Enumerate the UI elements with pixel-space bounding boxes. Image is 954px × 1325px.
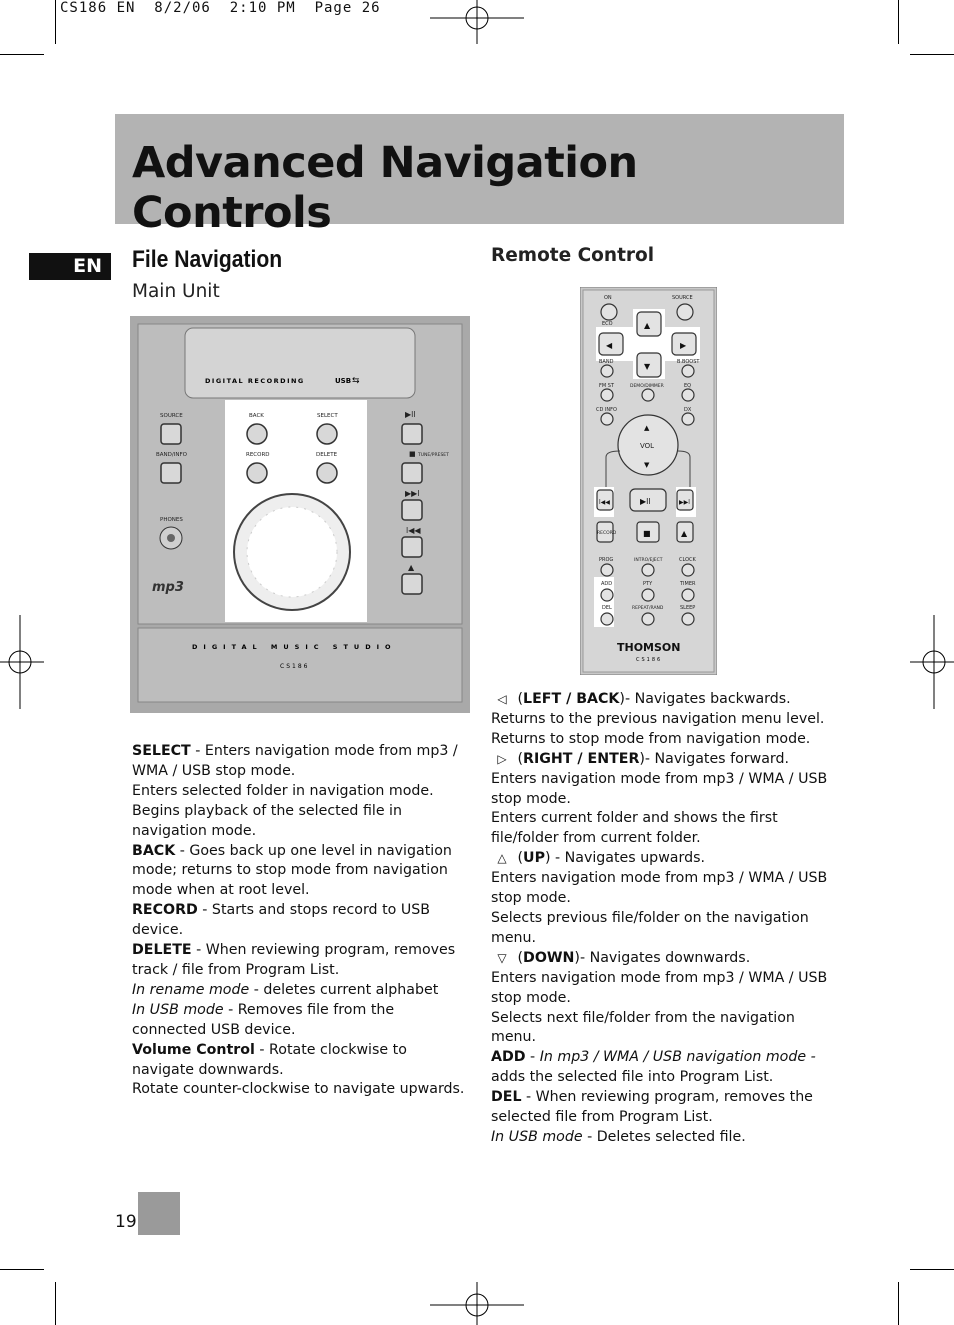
studio-label: DIGITAL MUSIC STUDIO	[192, 643, 397, 651]
description-text: - Removes file from the connected USB device.	[132, 1001, 395, 1038]
term: DOWN	[523, 949, 575, 966]
svg-text:▶▶l: ▶▶l	[405, 489, 420, 498]
description-line	[491, 710, 836, 730]
svg-text:DELETE: DELETE	[316, 452, 338, 458]
band-info-button[interactable]	[161, 463, 181, 483]
svg-text:ON: ON	[604, 295, 612, 301]
description-text: Enters current folder and shows the first file/folder from current folder.	[491, 810, 778, 847]
description-text: - Navigates downwards.	[579, 949, 751, 966]
description-line	[132, 981, 467, 1001]
digital-recording-label: DIGITAL RECORDING	[205, 377, 305, 385]
svg-text:B.BOOST: B.BOOST	[677, 359, 700, 365]
description-line: ◁ (LEFT / BACK)- Navigates backwards.	[491, 690, 836, 710]
title-banner	[115, 114, 844, 238]
model-label: CS186	[280, 663, 310, 670]
description-line	[491, 1009, 836, 1049]
description-line	[132, 742, 467, 782]
svg-text:SOURCE: SOURCE	[160, 413, 183, 419]
svg-text:■: ■	[643, 529, 651, 538]
svg-text:▼: ▼	[644, 362, 651, 371]
svg-text:◀: ◀	[606, 341, 613, 350]
svg-text:TUNE/PRESET: TUNE/PRESET	[418, 453, 449, 458]
main-unit-illustration	[130, 316, 470, 713]
svg-text:BACK: BACK	[249, 413, 264, 419]
term: DEL	[491, 1089, 522, 1106]
svg-text:BAND/INFO: BAND/INFO	[156, 452, 187, 458]
description-text: - When reviewing program, removes the selected file from Program List.	[491, 1089, 813, 1126]
svg-text:SELECT: SELECT	[317, 413, 338, 419]
description-text: Begins playback of the selected file in navigation mode.	[132, 802, 402, 839]
svg-text:▲: ▲	[644, 424, 650, 432]
description-text: - Enters navigation mode from mp3 / WMA / USB stop mode.	[132, 743, 458, 779]
file-navigation-heading: File Navigation	[132, 246, 283, 273]
delete-button[interactable]	[317, 463, 337, 483]
svg-text:CLOCK: CLOCK	[679, 557, 696, 563]
page-number: 19	[115, 1212, 137, 1232]
svg-text:l◀◀: l◀◀	[599, 499, 610, 506]
page-number-box	[138, 1192, 180, 1235]
description-text: - Rotate clockwise to navigate downwards.	[132, 1041, 407, 1078]
svg-text:VOL: VOL	[640, 442, 655, 450]
back-button[interactable]	[247, 424, 267, 444]
remote-add-button[interactable]	[601, 589, 613, 601]
term: BACK	[132, 842, 176, 859]
record-button[interactable]	[247, 463, 267, 483]
description-text: - Navigates forward.	[644, 750, 789, 767]
term: RECORD	[132, 902, 198, 919]
term: ADD	[491, 1049, 526, 1066]
description-line	[132, 842, 467, 902]
mode-label: In rename mode	[132, 981, 250, 998]
description-line	[491, 809, 836, 849]
mode-label: In mp3 / WMA / USB navigation mode -	[539, 1049, 816, 1066]
description-line	[132, 802, 467, 842]
usb-label: USB	[335, 377, 352, 385]
description-line	[491, 1088, 836, 1128]
next-button[interactable]	[402, 500, 422, 520]
svg-text:PROG: PROG	[599, 557, 614, 563]
description-line	[491, 869, 836, 909]
term: LEFT / BACK	[523, 691, 620, 707]
select-button[interactable]	[317, 424, 337, 444]
description-line	[132, 782, 467, 802]
svg-text:DEMO/DIMMER: DEMO/DIMMER	[630, 384, 664, 389]
description-text: - When reviewing program, removes track / file from Program List.	[132, 942, 456, 978]
up-arrow-icon: △	[497, 851, 507, 866]
description-text: - Navigates backwards.	[624, 691, 791, 707]
term: RIGHT / ENTER	[523, 750, 640, 767]
description-text: Selects next file/folder from the navigation menu.	[491, 1009, 795, 1046]
mode-label: In USB mode	[132, 1001, 224, 1018]
term: UP	[523, 850, 545, 867]
description-text: Enters navigation mode from mp3 / WMA / USB stop mode.	[491, 770, 828, 807]
description-line: ▽ (DOWN)- Navigates downwards.	[491, 949, 836, 969]
description-line: △ (UP) - Navigates upwards.	[491, 849, 836, 869]
svg-text:FM ST: FM ST	[599, 383, 615, 389]
svg-text:EQ: EQ	[684, 383, 692, 389]
description-line	[132, 941, 467, 981]
description-text: - Starts and stops record to USB device.	[132, 902, 430, 939]
prev-button[interactable]	[402, 537, 422, 557]
svg-text:REPEAT/RAND: REPEAT/RAND	[632, 606, 664, 611]
svg-text:ECO: ECO	[602, 321, 613, 327]
svg-text:TIMER: TIMER	[680, 581, 696, 587]
svg-text:▶: ▶	[680, 341, 687, 350]
play-pause-button[interactable]	[402, 424, 422, 444]
description-text: Enters navigation mode from mp3 / WMA / USB stop mode.	[491, 870, 828, 907]
svg-text:CD INFO: CD INFO	[596, 407, 617, 413]
description-line	[491, 1128, 836, 1148]
svg-text:ADD: ADD	[601, 581, 613, 587]
svg-text:▶ll: ▶ll	[405, 410, 416, 419]
description-text: - Goes back up one level in navigation mode; returns to stop mode from navigation mode when at root level.	[132, 842, 452, 899]
svg-text:■: ■	[409, 450, 416, 458]
description-line	[132, 901, 467, 941]
term: DELETE	[132, 942, 192, 959]
main-unit-heading: Main Unit	[132, 281, 220, 302]
description-line	[132, 1001, 467, 1041]
svg-text:▲: ▲	[681, 529, 688, 538]
usb-icon: ⇆	[352, 376, 360, 386]
description-text: Returns to stop mode from navigation mode.	[491, 730, 811, 747]
description-line: ▷ (RIGHT / ENTER)- Navigates forward.	[491, 750, 836, 770]
remote-control-heading: Remote Control	[491, 245, 655, 266]
description-text: Selects previous file/folder on the navigation menu.	[491, 909, 809, 946]
remote-del-button[interactable]	[601, 613, 613, 625]
svg-text:SLEEP: SLEEP	[680, 605, 696, 611]
description-line	[491, 1048, 836, 1088]
term: SELECT	[132, 743, 191, 759]
svg-text:▼: ▼	[644, 461, 650, 469]
description-text: - Navigates upwards.	[550, 850, 705, 867]
right-arrow-icon: ▷	[497, 751, 507, 766]
mode-label: In USB mode	[491, 1128, 583, 1145]
mp3-logo: mp3	[152, 580, 184, 595]
description-line	[491, 770, 836, 810]
source-button[interactable]	[161, 424, 181, 444]
description-line	[132, 1041, 467, 1081]
svg-text:▲: ▲	[408, 563, 415, 572]
down-arrow-icon: ▽	[497, 950, 507, 965]
svg-text:▶ll: ▶ll	[640, 497, 651, 506]
svg-text:DEL: DEL	[602, 605, 612, 611]
svg-text:PTY: PTY	[643, 581, 653, 587]
svg-text:l◀◀: l◀◀	[406, 526, 421, 535]
description-line	[491, 969, 836, 1009]
svg-text:▶▶l: ▶▶l	[679, 499, 690, 506]
main-unit-descriptions	[132, 742, 467, 1100]
term: Volume Control	[132, 1041, 255, 1058]
description-text: Enters navigation mode from mp3 / WMA / USB stop mode.	[491, 969, 828, 1006]
svg-text:DX: DX	[684, 407, 692, 413]
description-line	[132, 1080, 467, 1100]
svg-text:RECORD: RECORD	[597, 531, 617, 536]
svg-text:CS186: CS186	[636, 657, 663, 663]
svg-text:RECORD: RECORD	[246, 452, 270, 458]
description-line	[491, 730, 836, 750]
description-text: - deletes current alphabet	[249, 981, 439, 998]
printer-slug: CS186 EN 8/2/06 2:10 PM Page 26	[60, 0, 381, 16]
page-title: Advanced Navigation Controls	[132, 138, 638, 238]
svg-text:▲: ▲	[644, 321, 651, 330]
thomson-logo: THOMSON	[617, 641, 681, 654]
description-line	[491, 909, 836, 949]
description-text: Returns to the previous navigation menu level.	[491, 710, 825, 727]
eject-button[interactable]	[402, 574, 422, 594]
svg-text:BAND: BAND	[599, 359, 614, 365]
svg-text:INTRO/EJECT: INTRO/EJECT	[634, 558, 663, 563]
language-tab: EN	[29, 253, 111, 280]
svg-text:SOURCE: SOURCE	[672, 295, 693, 301]
description-text: -	[525, 1049, 540, 1066]
svg-text:PHONES: PHONES	[160, 517, 183, 523]
description-text: Rotate counter-clockwise to navigate upwards.	[132, 1081, 465, 1098]
left-arrow-icon: ◁	[497, 692, 507, 706]
description-text: - Deletes selected file.	[582, 1128, 746, 1145]
stop-button[interactable]	[402, 463, 422, 483]
remote-control-illustration	[580, 287, 717, 675]
description-text: adds the selected file into Program List.	[491, 1069, 774, 1086]
description-text: Enters selected folder in navigation mode.	[132, 782, 434, 799]
remote-descriptions	[491, 690, 836, 1148]
